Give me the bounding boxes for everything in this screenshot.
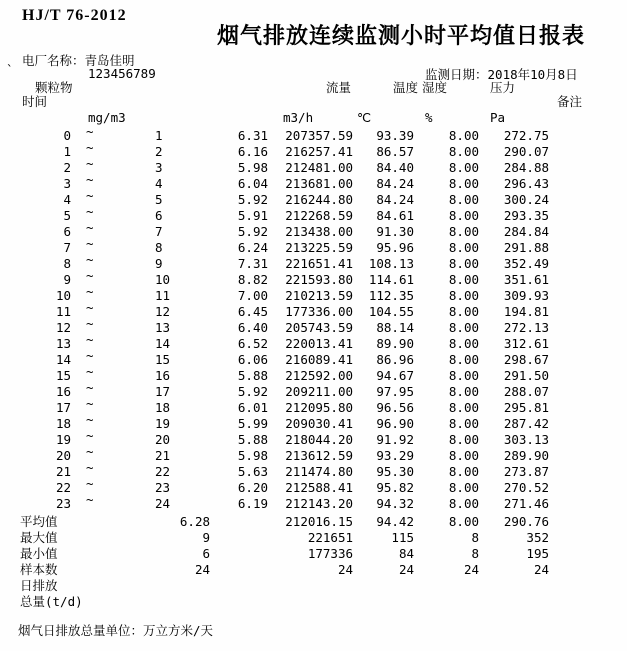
tilde-mark: ~ — [86, 172, 94, 187]
cell-pressure: 284.84 — [503, 224, 549, 239]
tilde-mark: ~ — [86, 396, 94, 411]
cell-particulate: 6.31 — [237, 128, 268, 143]
table-row — [0, 156, 627, 176]
cell-from-hour: 7 — [63, 240, 71, 255]
report-title: 烟气排放连续监测小时平均值日报表 — [217, 24, 586, 49]
cell-humidity: 8.00 — [448, 368, 479, 383]
tilde-mark: ~ — [86, 300, 94, 315]
cell-from-hour: 5 — [63, 208, 71, 223]
tilde-mark: ~ — [86, 204, 94, 219]
summary-particulate: 24 — [194, 562, 210, 577]
cell-to-hour: 6 — [155, 208, 163, 223]
cell-particulate: 5.92 — [237, 192, 268, 207]
cell-temperature: 88.14 — [376, 320, 414, 335]
summary-flow: 24 — [337, 562, 353, 577]
summary-pressure: 290.76 — [503, 514, 549, 529]
tilde-mark: ~ — [86, 124, 94, 139]
cell-humidity: 8.00 — [448, 128, 479, 143]
cell-humidity: 8.00 — [448, 464, 479, 479]
cell-to-hour: 5 — [155, 192, 163, 207]
cell-pressure: 291.88 — [503, 240, 549, 255]
cell-from-hour: 2 — [63, 160, 71, 175]
table-row — [0, 348, 627, 368]
cell-flow: 220013.41 — [285, 336, 353, 351]
stray-mark: ` — [6, 62, 14, 77]
cell-to-hour: 8 — [155, 240, 163, 255]
cell-humidity: 8.00 — [448, 256, 479, 271]
cell-flow: 207357.59 — [285, 128, 353, 143]
table-row — [0, 492, 627, 512]
cell-to-hour: 18 — [155, 400, 171, 415]
summary-row — [0, 546, 627, 562]
cell-to-hour: 15 — [155, 352, 171, 367]
tilde-mark: ~ — [86, 140, 94, 155]
cell-particulate: 6.45 — [237, 304, 268, 319]
cell-flow: 221651.41 — [285, 256, 353, 271]
cell-pressure: 295.81 — [503, 400, 549, 415]
summary-particulate: 6.28 — [179, 514, 210, 529]
summary-label: 最大值 — [20, 530, 58, 545]
table-row — [0, 476, 627, 496]
cell-to-hour: 2 — [155, 144, 163, 159]
unit-particulate: mg/m3 — [88, 110, 126, 125]
cell-humidity: 8.00 — [448, 176, 479, 191]
cell-temperature: 84.24 — [376, 192, 414, 207]
cell-to-hour: 20 — [155, 432, 171, 447]
unit-humidity: % — [425, 110, 433, 125]
table-row — [0, 172, 627, 192]
cell-temperature: 86.96 — [376, 352, 414, 367]
cell-to-hour: 7 — [155, 224, 163, 239]
cell-flow: 212481.00 — [285, 160, 353, 175]
header-humidity: 湿度 — [422, 80, 448, 95]
cell-flow: 212588.41 — [285, 480, 353, 495]
cell-humidity: 8.00 — [448, 208, 479, 223]
cell-pressure: 351.61 — [503, 272, 549, 287]
cell-pressure: 271.46 — [503, 496, 549, 511]
cell-flow: 209211.00 — [285, 384, 353, 399]
cell-temperature: 93.29 — [376, 448, 414, 463]
hourly-data-rows — [0, 124, 627, 512]
summary-row — [0, 562, 627, 578]
cell-pressure: 273.87 — [503, 464, 549, 479]
summary-temperature: 115 — [391, 530, 414, 545]
cell-from-hour: 6 — [63, 224, 71, 239]
cell-particulate: 5.88 — [237, 368, 268, 383]
summary-flow: 177336 — [307, 546, 353, 561]
cell-from-hour: 9 — [63, 272, 71, 287]
cell-temperature: 96.56 — [376, 400, 414, 415]
cell-particulate: 6.52 — [237, 336, 268, 351]
cell-humidity: 8.00 — [448, 192, 479, 207]
table-row — [0, 396, 627, 416]
cell-pressure: 289.90 — [503, 448, 549, 463]
cell-from-hour: 0 — [63, 128, 71, 143]
cell-temperature: 112.35 — [368, 288, 414, 303]
cell-humidity: 8.00 — [448, 144, 479, 159]
cell-particulate: 6.06 — [237, 352, 268, 367]
cell-temperature: 104.55 — [368, 304, 414, 319]
cell-humidity: 8.00 — [448, 224, 479, 239]
tilde-mark: ~ — [86, 492, 94, 507]
cell-to-hour: 17 — [155, 384, 171, 399]
cell-temperature: 89.90 — [376, 336, 414, 351]
header-pressure: 压力 — [490, 80, 516, 95]
cell-to-hour: 4 — [155, 176, 163, 191]
summary-temperature: 84 — [398, 546, 414, 561]
cell-temperature: 93.39 — [376, 128, 414, 143]
cell-pressure: 272.13 — [503, 320, 549, 335]
cell-flow: 213681.00 — [285, 176, 353, 191]
cell-temperature: 95.82 — [376, 480, 414, 495]
cell-temperature: 95.30 — [376, 464, 414, 479]
cell-flow: 216257.41 — [285, 144, 353, 159]
cell-from-hour: 12 — [55, 320, 71, 335]
cell-from-hour: 15 — [55, 368, 71, 383]
cell-pressure: 300.24 — [503, 192, 549, 207]
cell-humidity: 8.00 — [448, 288, 479, 303]
cell-from-hour: 8 — [63, 256, 71, 271]
cell-particulate: 6.01 — [237, 400, 268, 415]
tilde-mark: ~ — [86, 268, 94, 283]
table-row — [0, 444, 627, 464]
cell-pressure: 352.49 — [503, 256, 549, 271]
table-row — [0, 252, 627, 272]
summary-label: 最小值 — [20, 546, 58, 561]
cell-to-hour: 12 — [155, 304, 171, 319]
cell-flow: 212143.20 — [285, 496, 353, 511]
summary-particulate: 9 — [202, 530, 210, 545]
table-header-row-1 — [0, 81, 627, 95]
cell-temperature: 96.90 — [376, 416, 414, 431]
cell-to-hour: 19 — [155, 416, 171, 431]
plant-name-value: 青岛佳明 — [84, 53, 135, 68]
tilde-mark: ~ — [86, 380, 94, 395]
summary-row — [0, 514, 627, 530]
cell-pressure: 293.35 — [503, 208, 549, 223]
summary-temperature: 94.42 — [376, 514, 414, 529]
cell-particulate: 5.98 — [237, 448, 268, 463]
unit-pressure: Pa — [490, 110, 506, 125]
cell-to-hour: 16 — [155, 368, 171, 383]
table-row — [0, 220, 627, 240]
table-row — [0, 380, 627, 400]
plant-name-label: 电厂名称： — [22, 53, 85, 68]
cell-humidity: 8.00 — [448, 400, 479, 415]
table-row — [0, 364, 627, 384]
table-row — [0, 140, 627, 160]
cell-particulate: 6.24 — [237, 240, 268, 255]
cell-to-hour: 14 — [155, 336, 171, 351]
tilde-mark: ~ — [86, 428, 94, 443]
cell-temperature: 95.96 — [376, 240, 414, 255]
date-label: 监测日期： — [425, 67, 488, 82]
cell-flow: 221593.80 — [285, 272, 353, 287]
cell-particulate: 5.98 — [237, 160, 268, 175]
tilde-mark: ~ — [86, 444, 94, 459]
summary-row — [0, 578, 627, 594]
cell-from-hour: 16 — [55, 384, 71, 399]
summary-flow: 212016.15 — [285, 514, 353, 529]
cell-particulate: 5.92 — [237, 224, 268, 239]
cell-particulate: 8.82 — [237, 272, 268, 287]
cell-particulate: 5.63 — [237, 464, 268, 479]
cell-flow: 210213.59 — [285, 288, 353, 303]
summary-humidity: 8.00 — [448, 514, 479, 529]
cell-flow: 216089.41 — [285, 352, 353, 367]
header-flow: 流量 — [326, 80, 352, 95]
cell-from-hour: 4 — [63, 192, 71, 207]
table-row — [0, 300, 627, 320]
date-value: 2018年10月8日 — [487, 67, 578, 82]
cell-humidity: 8.00 — [448, 304, 479, 319]
summary-row — [0, 530, 627, 546]
unit-flow: m3/h — [283, 110, 314, 125]
tilde-mark: ~ — [86, 364, 94, 379]
table-header-row-2 — [0, 95, 627, 109]
table-row — [0, 268, 627, 288]
cell-particulate: 6.40 — [237, 320, 268, 335]
cell-temperature: 94.67 — [376, 368, 414, 383]
table-row — [0, 412, 627, 432]
cell-pressure: 194.81 — [503, 304, 549, 319]
tilde-mark: ~ — [86, 284, 94, 299]
cell-humidity: 8.00 — [448, 320, 479, 335]
table-row — [0, 284, 627, 304]
cell-from-hour: 10 — [55, 288, 71, 303]
cell-humidity: 8.00 — [448, 496, 479, 511]
cell-pressure: 270.52 — [503, 480, 549, 495]
header-time: 时间 — [22, 94, 48, 109]
cell-to-hour: 22 — [155, 464, 171, 479]
cell-pressure: 284.88 — [503, 160, 549, 175]
cell-to-hour: 11 — [155, 288, 171, 303]
summary-rows — [0, 514, 627, 610]
table-row — [0, 332, 627, 352]
cell-temperature: 94.32 — [376, 496, 414, 511]
table-units-row — [0, 111, 627, 125]
cell-flow: 212592.00 — [285, 368, 353, 383]
cell-particulate: 7.31 — [237, 256, 268, 271]
cell-from-hour: 11 — [55, 304, 71, 319]
header-remark: 备注 — [557, 94, 583, 109]
summary-pressure: 195 — [526, 546, 549, 561]
summary-pressure: 24 — [533, 562, 549, 577]
tilde-mark: ~ — [86, 460, 94, 475]
cell-flow: 213225.59 — [285, 240, 353, 255]
tilde-mark: ~ — [86, 476, 94, 491]
cell-from-hour: 3 — [63, 176, 71, 191]
table-row — [0, 188, 627, 208]
cell-from-hour: 21 — [55, 464, 71, 479]
cell-flow: 177336.00 — [285, 304, 353, 319]
cell-temperature: 84.61 — [376, 208, 414, 223]
cell-flow: 205743.59 — [285, 320, 353, 335]
header-particulate: 颗粒物 — [35, 80, 73, 95]
cell-flow: 212268.59 — [285, 208, 353, 223]
table-row — [0, 204, 627, 224]
cell-particulate: 6.20 — [237, 480, 268, 495]
cell-from-hour: 1 — [63, 144, 71, 159]
table-row — [0, 428, 627, 448]
tilde-mark: ~ — [86, 316, 94, 331]
cell-particulate: 5.88 — [237, 432, 268, 447]
summary-row — [0, 594, 627, 610]
cell-pressure: 291.50 — [503, 368, 549, 383]
cell-humidity: 8.00 — [448, 272, 479, 287]
summary-flow: 221651 — [307, 530, 353, 545]
cell-particulate: 6.04 — [237, 176, 268, 191]
cell-pressure: 303.13 — [503, 432, 549, 447]
cell-particulate: 5.91 — [237, 208, 268, 223]
summary-label: 样本数 — [20, 562, 58, 577]
summary-humidity: 24 — [463, 562, 479, 577]
tilde-mark: ~ — [86, 236, 94, 251]
cell-flow: 209030.41 — [285, 416, 353, 431]
unit-temperature: ℃ — [357, 110, 372, 125]
cell-particulate: 7.00 — [237, 288, 268, 303]
cell-flow: 213612.59 — [285, 448, 353, 463]
tilde-mark: ~ — [86, 348, 94, 363]
cell-humidity: 8.00 — [448, 240, 479, 255]
cell-temperature: 91.30 — [376, 224, 414, 239]
cell-humidity: 8.00 — [448, 336, 479, 351]
cell-flow: 218044.20 — [285, 432, 353, 447]
tilde-mark: ~ — [86, 412, 94, 427]
summary-pressure: 352 — [526, 530, 549, 545]
cell-particulate: 6.19 — [237, 496, 268, 511]
summary-label: 总量(t/d) — [20, 594, 83, 609]
cell-pressure: 298.67 — [503, 352, 549, 367]
cell-temperature: 97.95 — [376, 384, 414, 399]
plant-code: 123456789 — [88, 66, 156, 81]
summary-label: 日排放 — [20, 578, 58, 593]
cell-from-hour: 13 — [55, 336, 71, 351]
cell-to-hour: 1 — [155, 128, 163, 143]
tilde-mark: ~ — [86, 252, 94, 267]
cell-from-hour: 18 — [55, 416, 71, 431]
cell-temperature: 84.24 — [376, 176, 414, 191]
cell-humidity: 8.00 — [448, 384, 479, 399]
cell-humidity: 8.00 — [448, 160, 479, 175]
cell-to-hour: 13 — [155, 320, 171, 335]
cell-to-hour: 24 — [155, 496, 171, 511]
cell-temperature: 86.57 — [376, 144, 414, 159]
footer-note: 烟气日排放总量单位：万立方米/天 — [18, 623, 214, 638]
header-temperature: 温度 — [393, 80, 419, 95]
tilde-mark: ~ — [86, 188, 94, 203]
cell-from-hour: 14 — [55, 352, 71, 367]
cell-pressure: 288.07 — [503, 384, 549, 399]
cell-temperature: 84.40 — [376, 160, 414, 175]
cell-temperature: 114.61 — [368, 272, 414, 287]
cell-to-hour: 3 — [155, 160, 163, 175]
tilde-mark: ~ — [86, 332, 94, 347]
cell-to-hour: 10 — [155, 272, 171, 287]
cell-flow: 212095.80 — [285, 400, 353, 415]
cell-particulate: 5.99 — [237, 416, 268, 431]
cell-pressure: 296.43 — [503, 176, 549, 191]
cell-to-hour: 23 — [155, 480, 171, 495]
tilde-mark: ~ — [86, 156, 94, 171]
cell-flow: 211474.80 — [285, 464, 353, 479]
cell-from-hour: 22 — [55, 480, 71, 495]
table-row — [0, 316, 627, 336]
summary-humidity: 8 — [471, 530, 479, 545]
cell-flow: 213438.00 — [285, 224, 353, 239]
cell-humidity: 8.00 — [448, 480, 479, 495]
cell-humidity: 8.00 — [448, 352, 479, 367]
table-row — [0, 124, 627, 144]
summary-temperature: 24 — [398, 562, 414, 577]
cell-pressure: 272.75 — [503, 128, 549, 143]
tilde-mark: ~ — [86, 220, 94, 235]
table-row — [0, 236, 627, 256]
cell-from-hour: 19 — [55, 432, 71, 447]
summary-humidity: 8 — [471, 546, 479, 561]
cell-pressure: 287.42 — [503, 416, 549, 431]
cell-pressure: 290.07 — [503, 144, 549, 159]
cell-humidity: 8.00 — [448, 432, 479, 447]
summary-label: 平均值 — [20, 514, 58, 529]
cell-pressure: 312.61 — [503, 336, 549, 351]
cell-to-hour: 9 — [155, 256, 163, 271]
cell-humidity: 8.00 — [448, 448, 479, 463]
cell-from-hour: 23 — [55, 496, 71, 511]
cell-flow: 216244.80 — [285, 192, 353, 207]
cell-from-hour: 17 — [55, 400, 71, 415]
cell-temperature: 91.92 — [376, 432, 414, 447]
table-row — [0, 460, 627, 480]
cell-pressure: 309.93 — [503, 288, 549, 303]
cell-humidity: 8.00 — [448, 416, 479, 431]
cell-to-hour: 21 — [155, 448, 171, 463]
standard-code: HJ/T 76-2012 — [22, 7, 127, 24]
cell-temperature: 108.13 — [368, 256, 414, 271]
summary-particulate: 6 — [202, 546, 210, 561]
cell-particulate: 6.16 — [237, 144, 268, 159]
cell-from-hour: 20 — [55, 448, 71, 463]
cell-particulate: 5.92 — [237, 384, 268, 399]
